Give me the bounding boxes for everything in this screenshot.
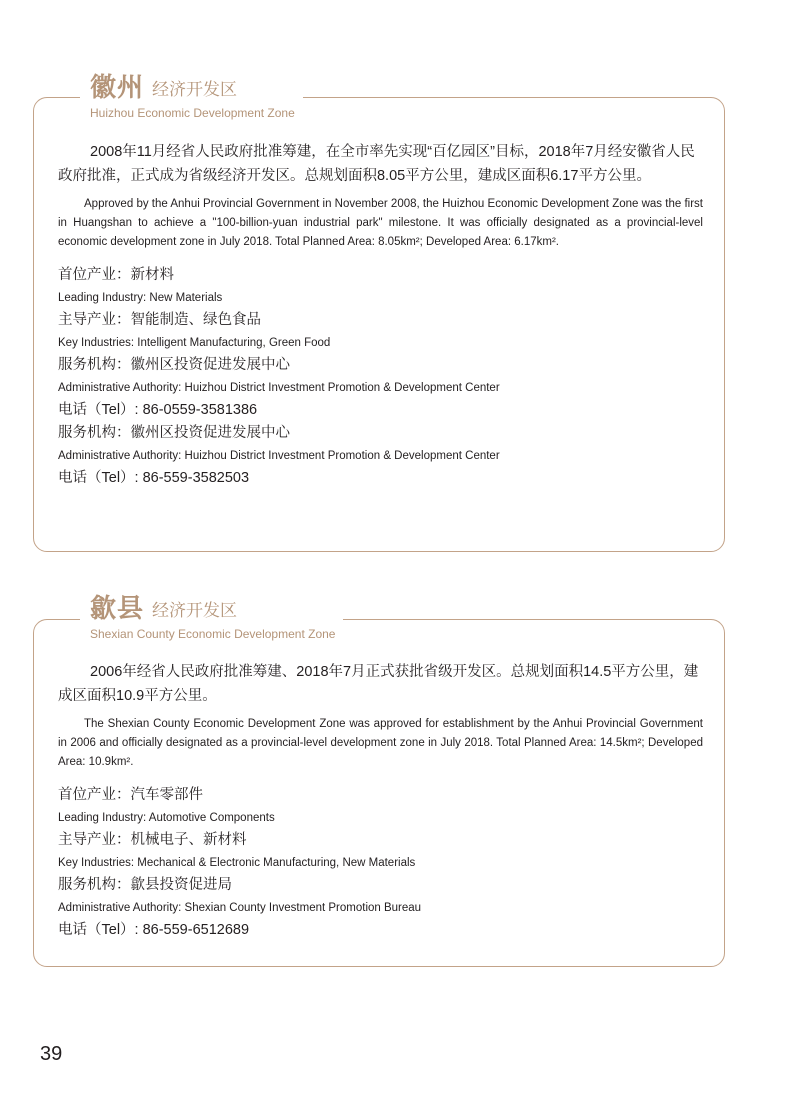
key-industries-en: Key Industries: Intelligent Manufacturing, Green Food <box>58 337 331 349</box>
authority-en: Administrative Authority: Shexian County Investment Promotion Bureau <box>58 902 422 914</box>
zone-title-calligraphy: 徽州 <box>90 73 145 103</box>
phone-line: 电话（Tel）: 86-559-6512689 <box>58 922 250 938</box>
page-number: 39 <box>40 1043 63 1065</box>
key-industries-cn: 主导产业：智能制造、绿色食品 <box>58 312 261 328</box>
zone-title-huizhou <box>80 70 303 120</box>
zone-title-english: Huizhou Economic Development Zone <box>90 106 295 120</box>
leading-industry-cn: 首位产业：新材料 <box>58 267 174 283</box>
zone-title-english: Shexian County Economic Development Zone <box>90 627 336 641</box>
zone-title-main: 经济开发区 <box>152 80 238 99</box>
authority-en: Administrative Authority: Huizhou District Investment Promotion & Development Center <box>58 450 500 462</box>
zone-title-calligraphy: 歙县 <box>90 594 145 624</box>
leading-industry-en: Leading Industry: New Materials <box>58 292 223 304</box>
intro-chinese: 2008年11月经省人民政府批准筹建，在全市率先实现“百亿园区”目标，2018年7月经安徽省人民政府批准，正式成为省级经济开发区。总规划面积8.05平方公里，建成区面积6.17平方公里。 <box>58 144 695 184</box>
leading-industry-en: Leading Industry: Automotive Components <box>58 812 275 824</box>
authority-en: Administrative Authority: Huizhou District Investment Promotion & Development Center <box>58 382 500 394</box>
key-industries-cn: 主导产业：机械电子、新材料 <box>58 832 247 848</box>
leading-industry-cn: 首位产业：汽车零部件 <box>58 787 203 803</box>
authority-cn: 服务机构：徽州区投资促进发展中心 <box>58 425 290 441</box>
phone-line: 电话（Tel）: 86-0559-3581386 <box>58 402 258 418</box>
info-list <box>58 264 703 490</box>
info-list <box>58 784 703 942</box>
phone-line: 电话（Tel）: 86-559-3582503 <box>58 470 250 486</box>
zone-title-main: 经济开发区 <box>152 601 238 620</box>
intro-english: Approved by the Anhui Provincial Government in November 2008, the Huizhou Economic Development Zone was the first in Huangshan to achieve a "100-billion-yuan industrial park" milestone. It was officially designated as a provincial-level economic development zone in July 2018. Total Planned Area: 8.05km²; Developed Area: 6.17km². <box>58 198 703 248</box>
zone-content-huizhou <box>58 140 703 490</box>
intro-chinese: 2006年经省人民政府批准筹建、2018年7月正式获批省级开发区。总规划面积14.5平方公里，建成区面积10.9平方公里。 <box>58 664 699 704</box>
key-industries-en: Key Industries: Mechanical & Electronic Manufacturing, New Materials <box>58 857 416 869</box>
authority-cn: 服务机构：歙县投资促进局 <box>58 877 232 893</box>
zone-content-shexian <box>58 660 703 942</box>
zone-title-shexian <box>80 591 343 641</box>
intro-english: The Shexian County Economic Development Zone was approved for establishment by the Anhui Provincial Government in 2006 and officially designated as a provincial-level development zone in July 2018. Total Planned Area: 14.5km²; Developed Area: 10.9km². <box>58 718 703 768</box>
authority-cn: 服务机构：徽州区投资促进发展中心 <box>58 357 290 373</box>
